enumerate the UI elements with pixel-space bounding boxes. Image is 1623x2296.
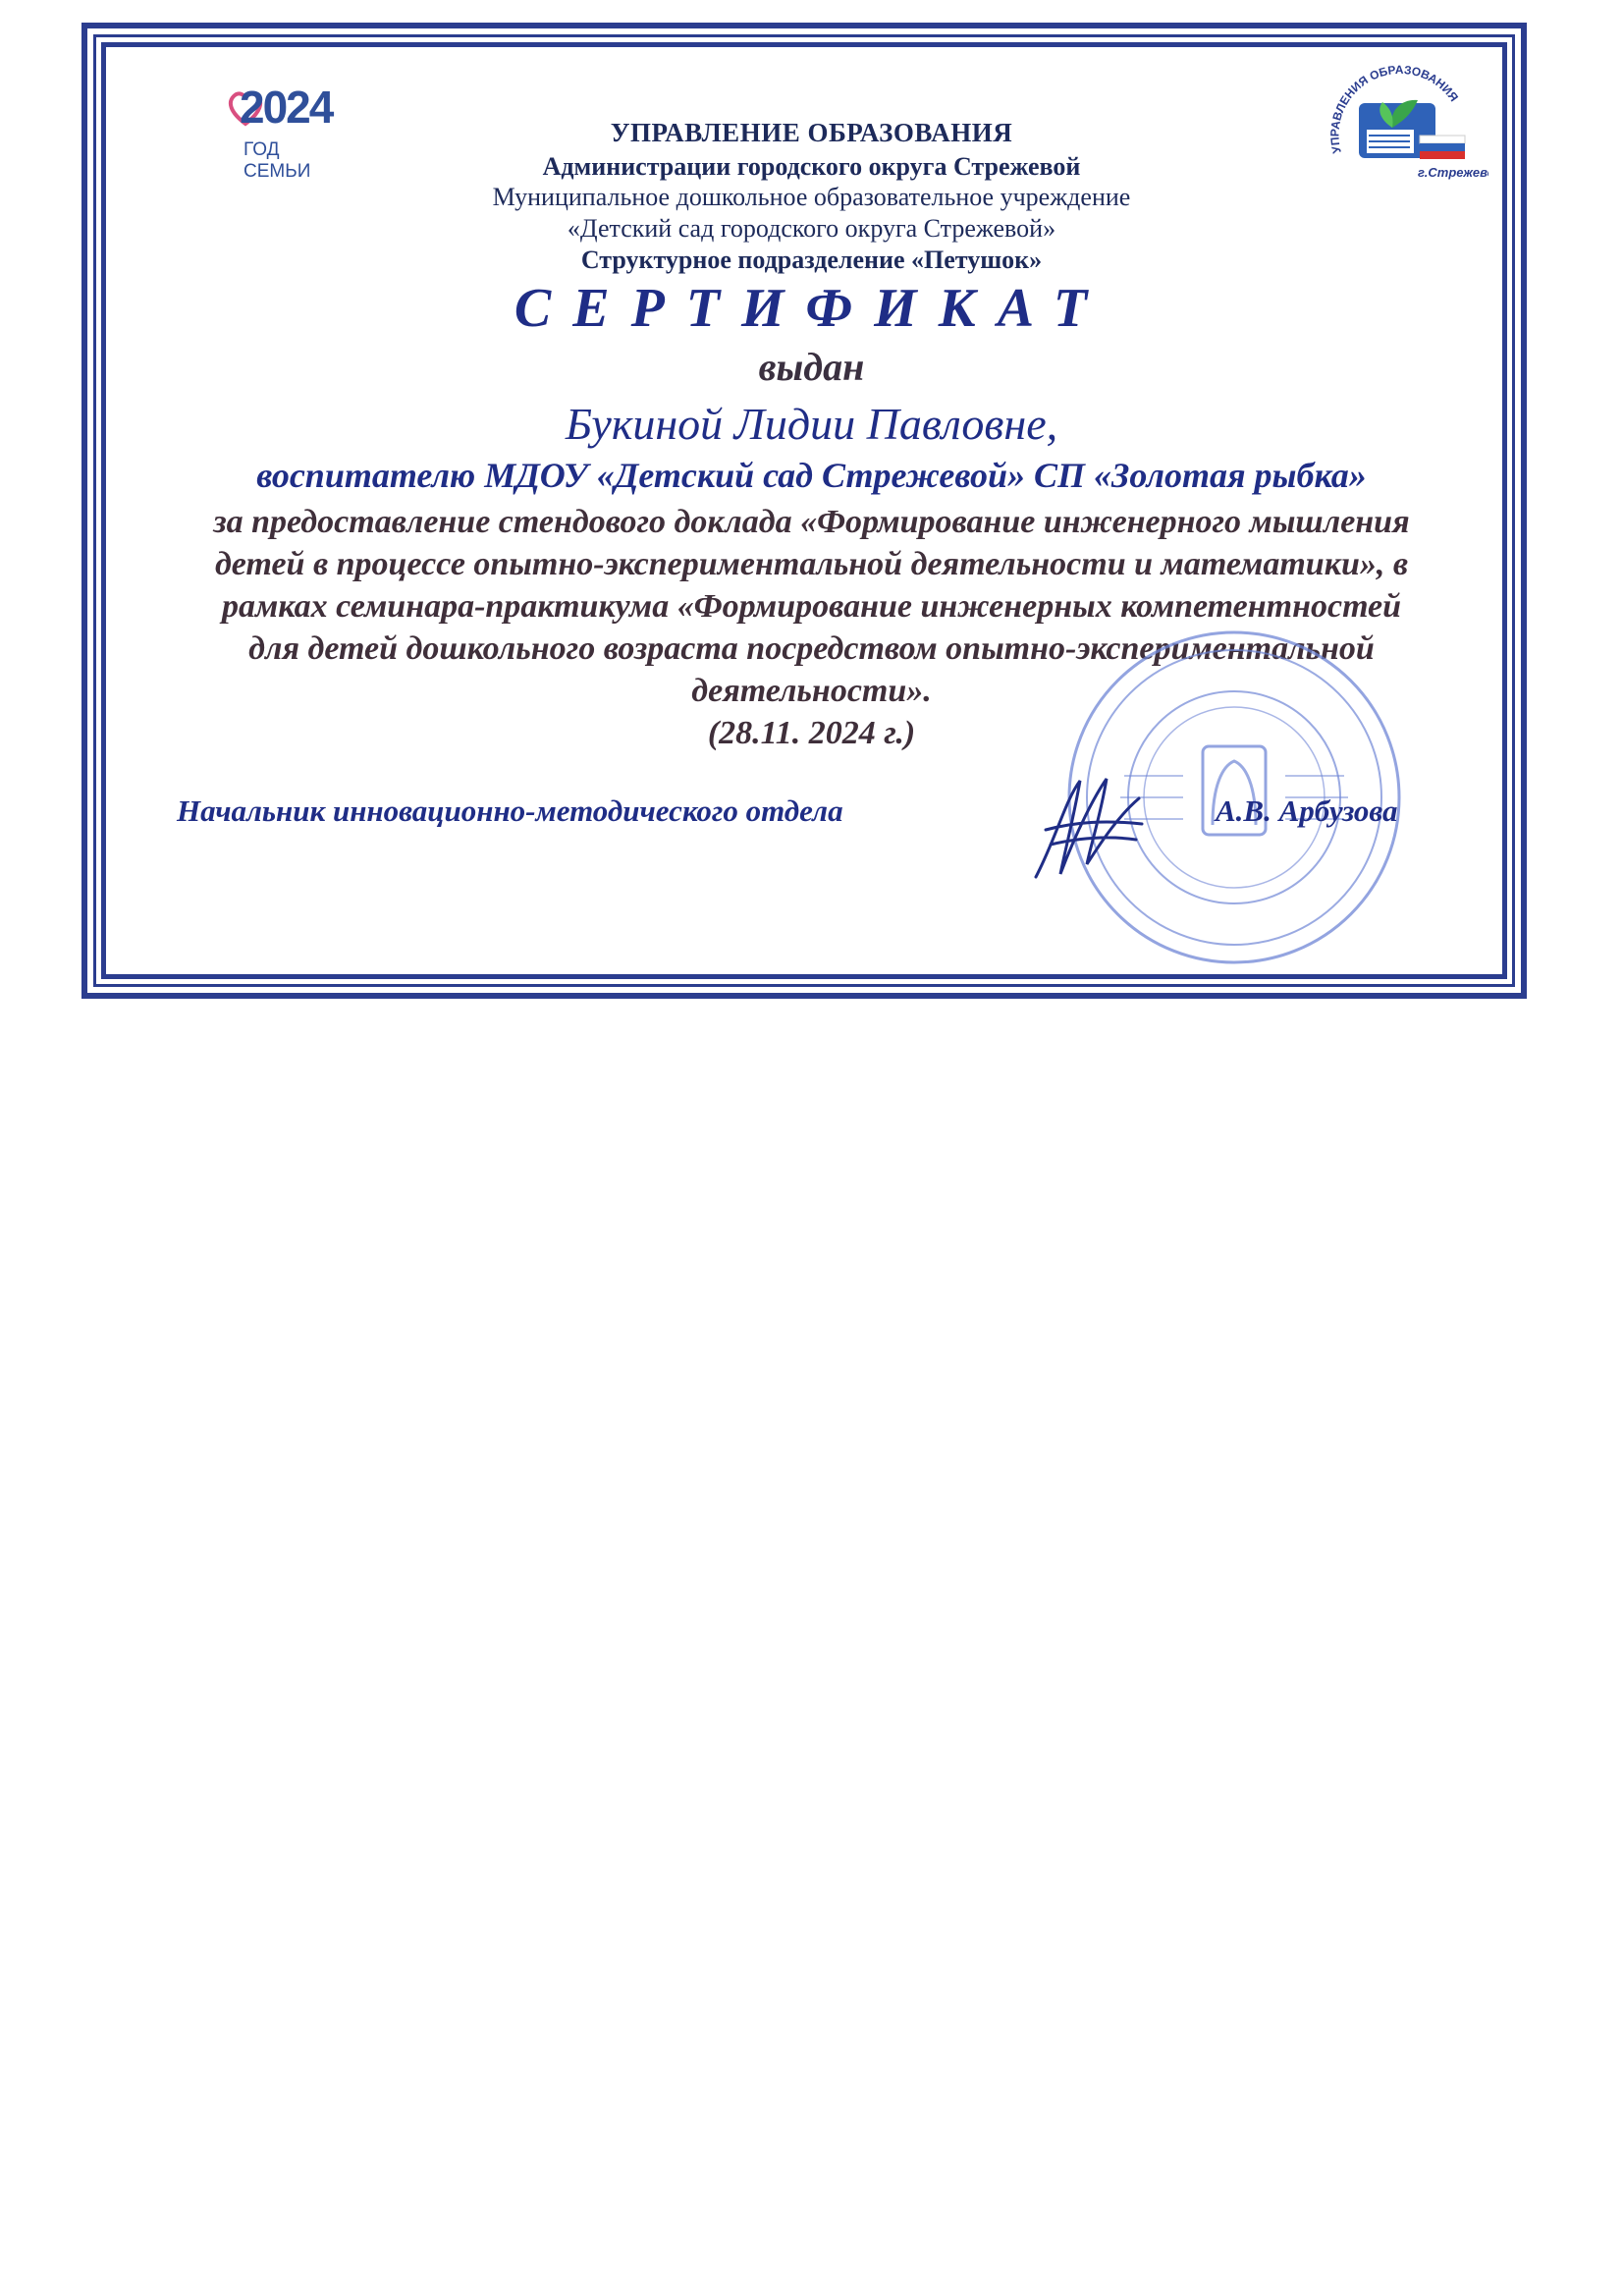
certificate-title: СЕРТИФИКАТ: [514, 278, 1109, 339]
emblem-arc-text: УПРАВЛЕНИЯ ОБРАЗОВАНИЯ: [1327, 62, 1461, 155]
body-line: детей в процессе опытно-экспериментальной деятельности и математики», в: [214, 546, 1409, 582]
body-line: за предоставление стендового доклада «Формирование инженерного мышления: [213, 504, 1410, 540]
emblem-city: г.Стрежев: [1418, 165, 1488, 180]
certificate-date: (28.11. 2024 г.): [707, 715, 916, 751]
body-line: деятельности».: [691, 673, 932, 709]
body-line: рамках семинара-практикума «Формирование инженерных компетентностей: [221, 588, 1402, 625]
header-line-5: Структурное подразделение «Петушок»: [580, 246, 1043, 274]
header-line-4: «Детский сад городского округа Стрежевой»: [567, 214, 1056, 243]
issued-label: выдан: [758, 345, 865, 389]
signatory-name: А.В. Арбузова: [1216, 793, 1398, 828]
header-line-2: Администрации городского округа Стрежевой: [542, 152, 1081, 181]
header-line-3: Муниципальное дошкольное образовательное учреждение: [492, 183, 1131, 211]
logo-caption: ГОД СЕМЬИ: [243, 139, 311, 182]
recipient-position: воспитателю МДОУ «Детский сад Стрежевой» СП «Золотая рыбка»: [256, 456, 1367, 495]
recipient-name: Букиной Лидии Павловне,: [565, 399, 1058, 449]
body-line: для детей дошкольного возраста посредством опытно-экспериментальной: [248, 630, 1375, 667]
handwritten-signature-icon: [1026, 761, 1149, 889]
header-line-1: УПРАВЛЕНИЕ ОБРАЗОВАНИЯ: [610, 118, 1013, 147]
signatory-role: Начальник инновационно-методического отдела: [177, 793, 843, 828]
logo-year: 2024: [240, 82, 333, 133]
